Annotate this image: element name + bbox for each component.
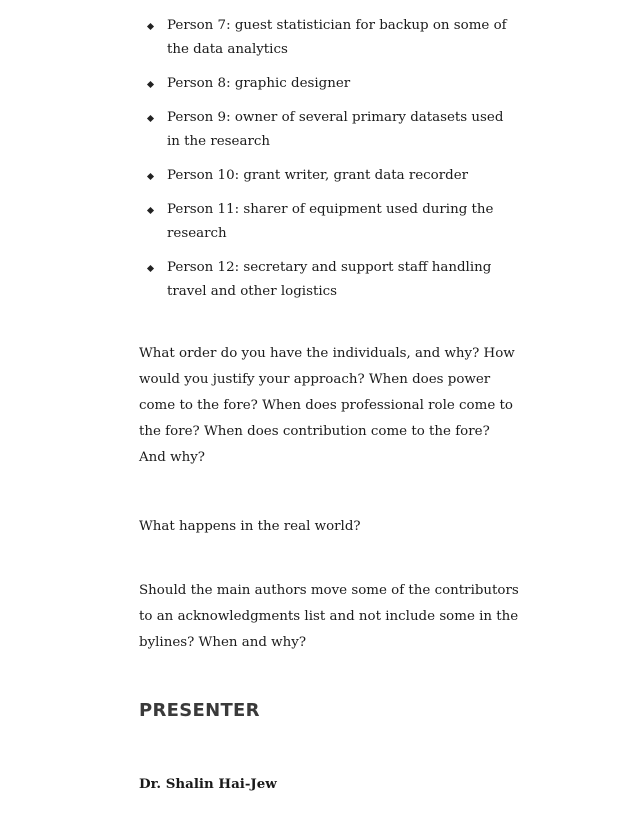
list-item-text: Person 7: guest statistician for backup on some of the data analytics [167, 18, 507, 57]
contributor-list [148, 14, 518, 314]
list-item-text: Person 9: owner of several primary datasets used in the research [167, 110, 504, 149]
presenter-heading: PRESENTER [139, 700, 260, 721]
list-item [148, 106, 518, 154]
list-item [148, 256, 518, 304]
list-item [148, 14, 518, 62]
question-paragraph-real-world: What happens in the real world? [139, 519, 361, 534]
question-paragraph-ordering: What order do you have the individuals, and why? How would you justify your approach? When does power come to the fore? When does professional role come to the fore? When does contribution come to the fore? And why? [139, 346, 515, 465]
diamond-bullet-icon [147, 115, 154, 122]
diamond-bullet-icon [147, 173, 154, 180]
list-item-text: Person 8: graphic designer [167, 76, 351, 91]
diamond-bullet-icon [147, 23, 154, 30]
diamond-bullet-icon [147, 265, 154, 272]
question-paragraph-acknowledgments: Should the main authors move some of the contributors to an acknowledgments list and not include some in the bylines? When and why? [139, 583, 519, 650]
diamond-bullet-icon [147, 207, 154, 214]
list-item [148, 72, 518, 96]
list-item-text: Person 10: grant writer, grant data recorder [167, 168, 469, 183]
list-item [148, 164, 518, 188]
list-item [148, 198, 518, 246]
presenter-name: Dr. Shalin Hai-Jew [139, 776, 277, 792]
list-item-text: Person 11: sharer of equipment used during the research [167, 202, 494, 241]
diamond-bullet-icon [147, 81, 154, 88]
list-item-text: Person 12: secretary and support staff handling travel and other logistics [167, 260, 492, 299]
